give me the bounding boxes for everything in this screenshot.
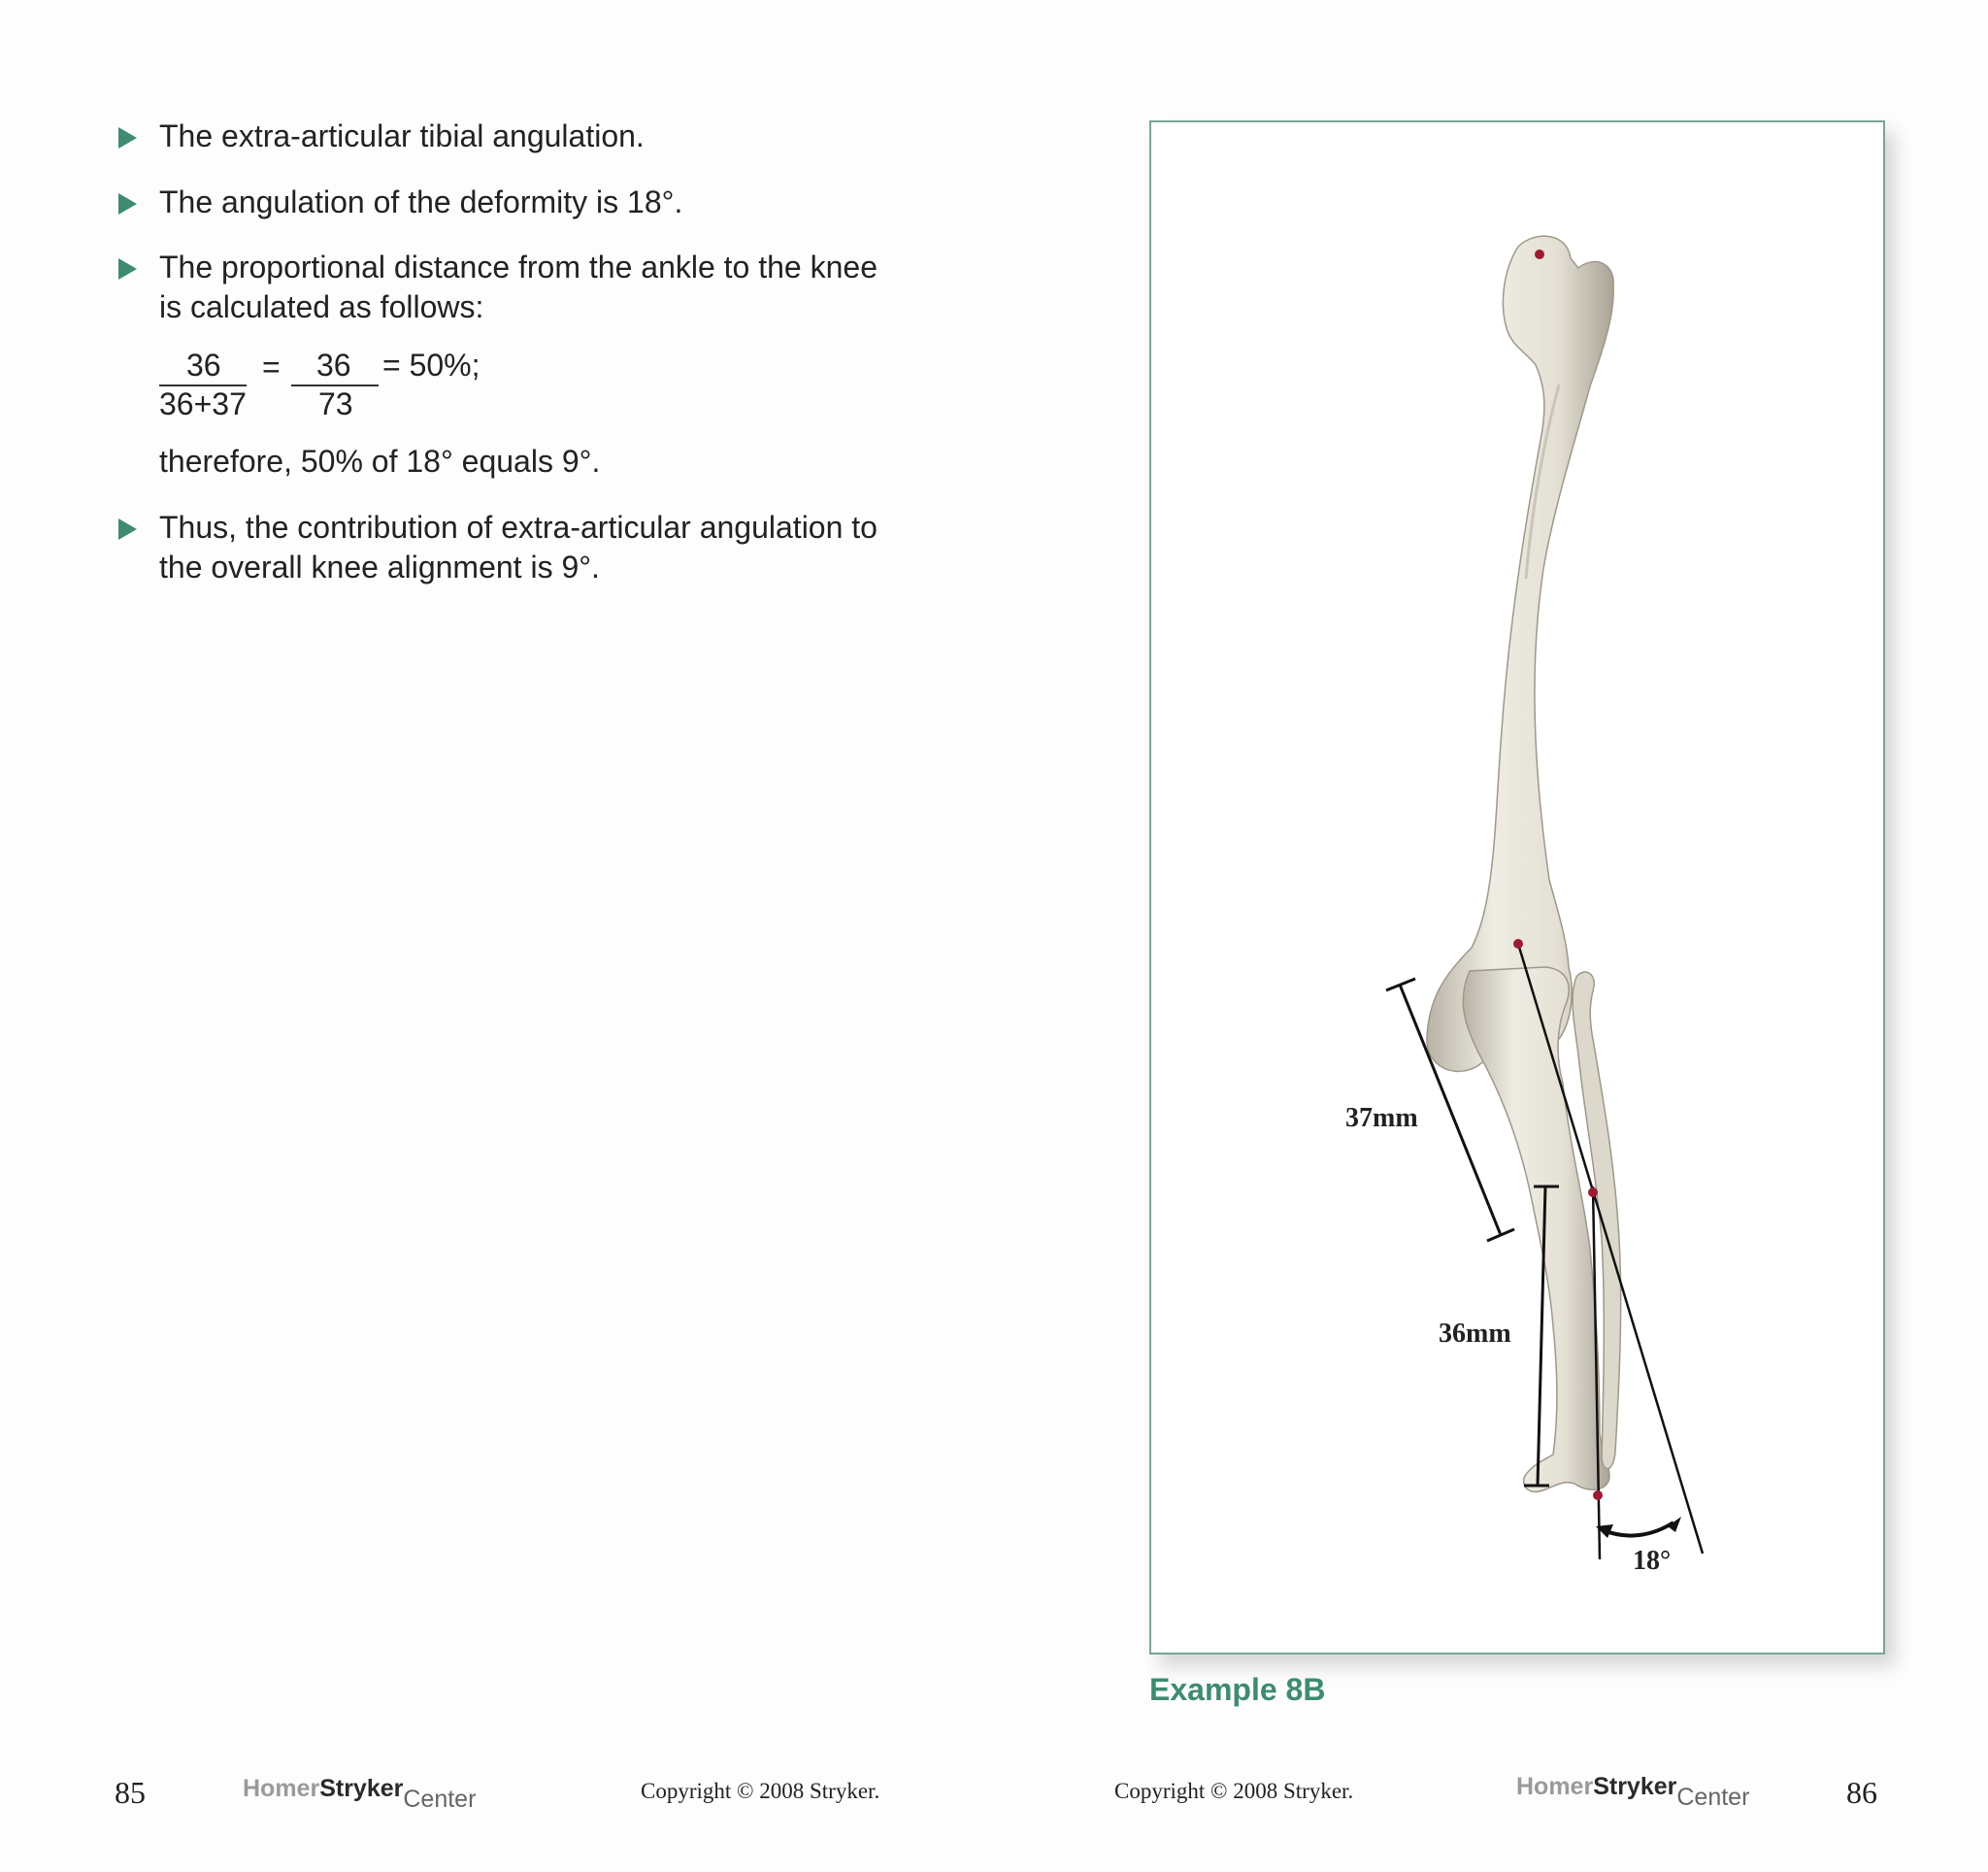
page-number-right: 86 [1846, 1775, 1877, 1810]
page-number-left: 85 [115, 1775, 146, 1810]
bullet-text: the overall knee alignment is 9°. [159, 550, 600, 585]
figure-caption: Example 8B [1149, 1672, 1326, 1707]
result-text: = 50%; [382, 348, 480, 383]
knee-center-marker [1513, 939, 1523, 949]
fraction-1-numerator: 36 [186, 348, 221, 383]
label-36mm: 36mm [1439, 1319, 1511, 1349]
deformity-apex-marker [1588, 1187, 1598, 1197]
bullet-text: The angulation of the deformity is 18°. [159, 184, 683, 219]
fraction-2-numerator: 36 [316, 348, 351, 383]
bullet-text: The extra-articular tibial angulation. [159, 118, 645, 153]
logo-homer: Homer [1516, 1773, 1594, 1800]
logo-center: Center [1676, 1784, 1750, 1811]
angle-arc [1604, 1522, 1673, 1536]
copyright-left: Copyright © 2008 Stryker. [641, 1779, 880, 1803]
label-angle: 18° [1633, 1546, 1672, 1576]
equals-sign: = [262, 350, 281, 384]
bullet-text: Thus, the contribution of extra-articular angulation to [159, 510, 878, 545]
triangle-bullet-icon [118, 518, 137, 540]
leg-bones-illustration [1151, 122, 1883, 1653]
copyright-right: Copyright © 2008 Stryker. [1114, 1779, 1354, 1803]
ankle-center-marker [1593, 1490, 1603, 1500]
homer-stryker-logo-left [243, 1775, 477, 1813]
triangle-bullet-icon [118, 193, 137, 215]
triangle-bullet-icon [118, 258, 137, 280]
fraction-2-denominator: 73 [318, 386, 353, 421]
label-37mm: 37mm [1345, 1103, 1418, 1133]
figure-frame [1149, 120, 1885, 1655]
logo-homer: Homer [243, 1775, 320, 1802]
fraction-1-denominator: 36+37 [159, 386, 247, 421]
hip-center-marker [1535, 250, 1544, 259]
logo-stryker: Stryker [1593, 1773, 1677, 1800]
conclusion-text: therefore, 50% of 18° equals 9°. [159, 444, 601, 479]
logo-center: Center [403, 1786, 477, 1813]
logo-stryker: Stryker [319, 1775, 404, 1802]
homer-stryker-logo-right [1516, 1773, 1750, 1811]
bullet-text: is calculated as follows: [159, 289, 484, 324]
triangle-bullet-icon [118, 127, 137, 149]
bullet-text: The proportional distance from the ankle to the knee [159, 250, 878, 284]
